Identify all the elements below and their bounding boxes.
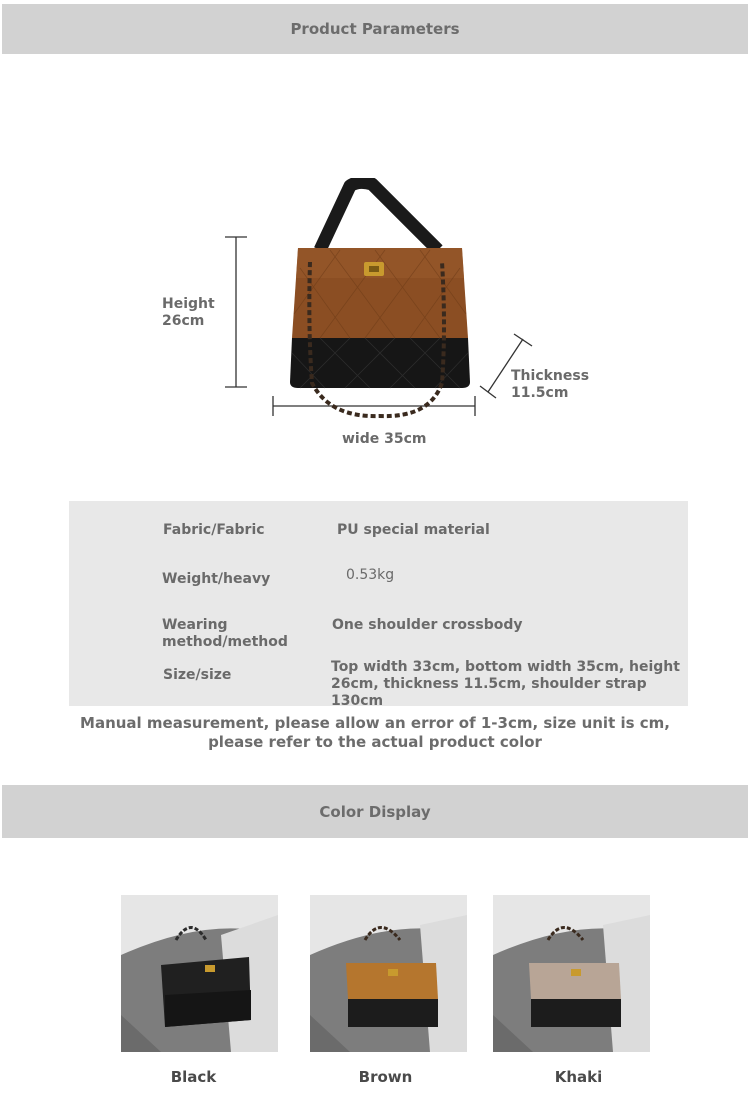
measurement-note: Manual measurement, please allow an error of 1-3cm, size unit is cm, please refer to the actual product color: [80, 714, 670, 751]
param-value-fabric: PU special material: [337, 522, 490, 538]
param-label-wearing: Wearing method/method: [162, 617, 288, 650]
bag-photo-black: [121, 895, 278, 1052]
color-label-black: Black: [170, 1068, 217, 1086]
param-label-weight: Weight/heavy: [162, 571, 271, 587]
thickness-label-text: Thickness: [511, 368, 590, 384]
color-label-brown: Brown: [358, 1068, 413, 1086]
width-label: wide 35cm: [342, 431, 427, 447]
color-swatch-khaki[interactable]: [493, 895, 650, 1052]
param-value-weight: 0.53kg: [346, 567, 395, 583]
param-value-size: Top width 33cm, bottom width 35cm, height 26cm, thickness 11.5cm, shoulder strap 130cm: [331, 659, 680, 709]
bag-photo-brown: [310, 895, 467, 1052]
parameter-table: [69, 501, 688, 709]
color-swatch-brown[interactable]: [310, 895, 467, 1052]
thickness-value: 11.5cm: [511, 385, 569, 401]
color-swatch-black[interactable]: [121, 895, 278, 1052]
param-value-wearing: One shoulder crossbody: [332, 617, 523, 633]
thickness-label: [511, 368, 589, 402]
height-label-text: Height: [162, 296, 215, 312]
section-title: Color Display: [319, 802, 431, 821]
height-value: 26cm: [162, 313, 205, 329]
section-header-color-display: [2, 785, 748, 838]
handbag-image: [280, 178, 480, 420]
height-label: [162, 296, 215, 330]
section-title: Product Parameters: [290, 20, 460, 38]
param-label-size: Size/size: [163, 667, 232, 683]
param-label-fabric: Fabric/Fabric: [163, 522, 265, 538]
bag-photo-khaki: [493, 895, 650, 1052]
color-label-khaki: Khaki: [554, 1068, 603, 1086]
